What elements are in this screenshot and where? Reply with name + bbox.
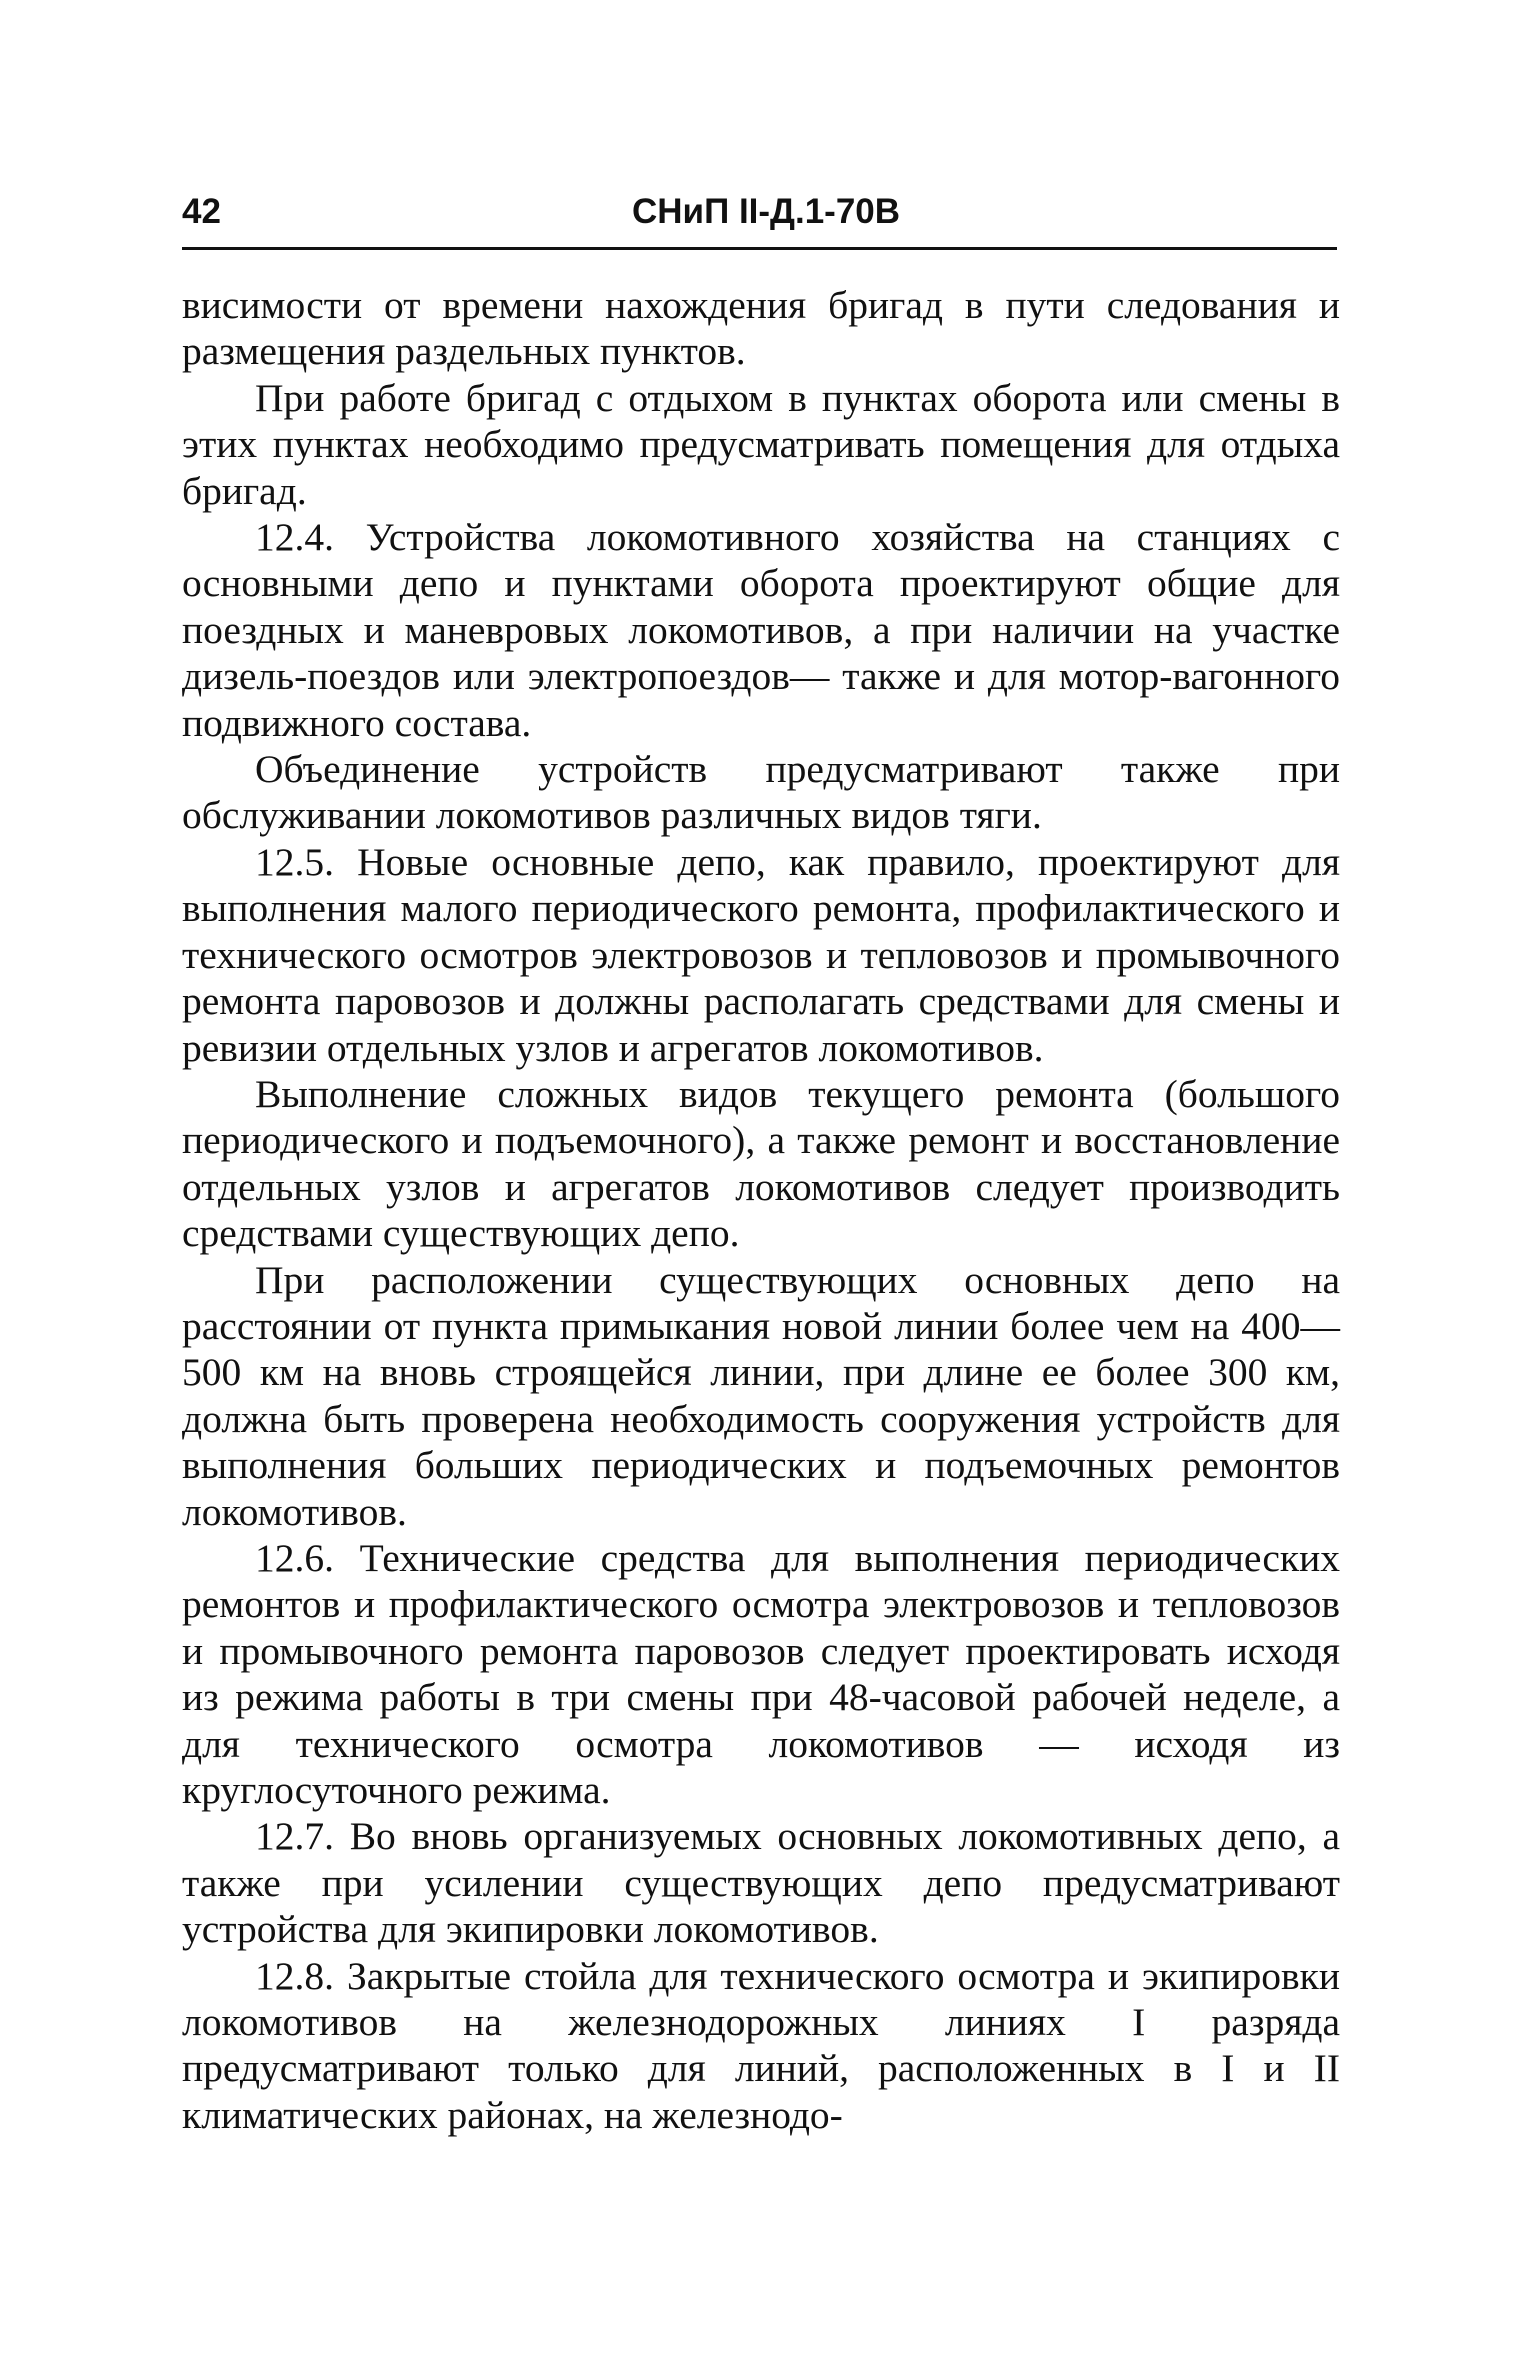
- paragraph: висимости от времени нахождения бригад в пути следования и размещения раздельных пунктов.: [182, 283, 1340, 374]
- paragraph: При работе бригад с отдыхом в пунктах оборота или смены в этих пунктах необходимо предусматривать помещения для отдыха бригад.: [182, 375, 1340, 513]
- header-rule: [182, 247, 1337, 250]
- page-number: 42: [182, 192, 221, 231]
- paragraph: 12.7. Во вновь организуемых основных локомотивных депо, а также при усилении существующих депо предусматривают устройства для экипировки локомотивов.: [182, 1814, 1340, 1952]
- body-text: [182, 282, 1340, 2138]
- paragraph: Объединение устройств предусматривают также при обслуживании локомотивов различных видов тяги.: [182, 747, 1340, 838]
- running-title: СНиП II-Д.1-70В: [632, 192, 901, 231]
- page-header: [182, 192, 1337, 240]
- paragraph: 12.8. Закрытые стойла для технического осмотра и экипировки локомотивов на железнодорожных линиях I разряда предусматривают только для линий, расположенных в I и II климатических районах, на железнодо-: [182, 1953, 1340, 2137]
- paragraph: 12.4. Устройства локомотивного хозяйства на станциях с основными депо и пунктами оборота проектируют общие для поездных и маневровых локомотивов, а при наличии на участке дизель-поездов или электропоездов— также и для мотор-вагонного подвижного состава.: [182, 515, 1340, 745]
- paragraph: Выполнение сложных видов текущего ремонта (большого периодического и подъемочного), а также ремонт и восстановление отдельных узлов и агрегатов локомотивов следует производить средствами существующих депо.: [182, 1071, 1340, 1256]
- paragraph: 12.6. Технические средства для выполнения периодических ремонтов и профилактического осмотра электровозов и тепловозов и промывочного ремонта паровозов следует проектировать исходя из режима работы в три смены при 48-часовой рабочей неделе, а для технического осмотра локомотивов — исходя из круглосуточного режима.: [182, 1535, 1340, 1812]
- paragraph: При расположении существующих основных депо на расстоянии от пункта примыкания новой линии более чем на 400—500 км на вновь строящейся линии, при длине ее более 300 км, должна быть проверена необходимость сооружения устройств для выполнения больших периодических и подъемочных ремонтов локомотивов.: [182, 1257, 1340, 1534]
- paragraph: 12.5. Новые основные депо, как правило, проектируют для выполнения малого периодического ремонта, профилактического и технического осмотров электровозов и тепловозов и промывочного ремонта паровозов и должны располагать средствами для смены и ревизии отдельных узлов и агрегатов локомотивов.: [182, 839, 1340, 1070]
